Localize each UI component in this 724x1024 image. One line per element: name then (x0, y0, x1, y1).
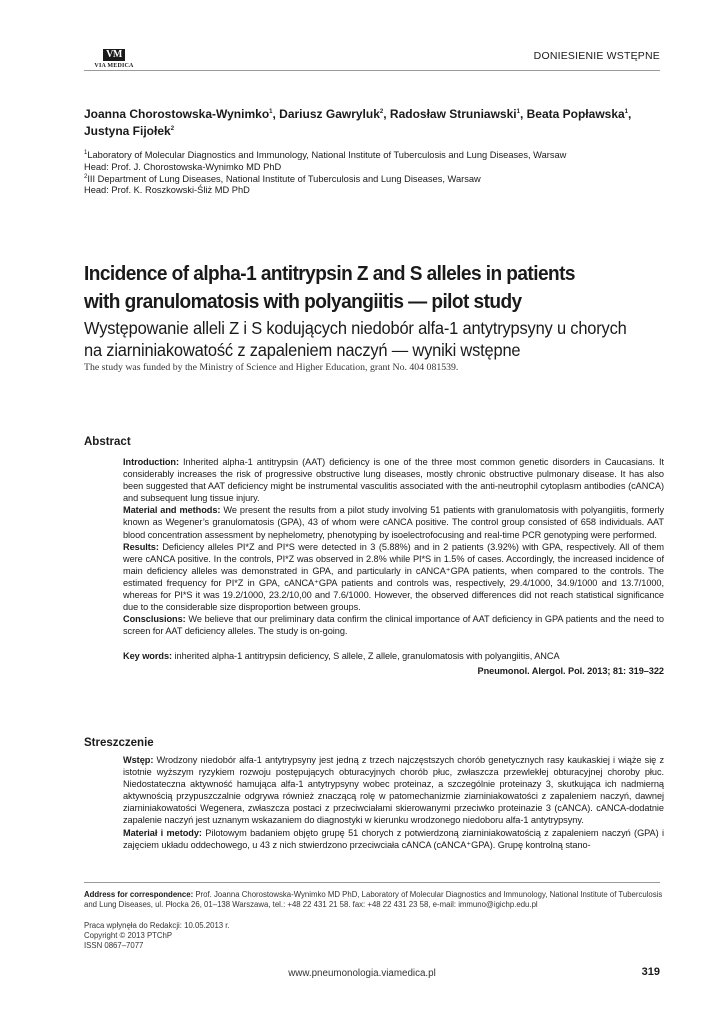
publication-meta (84, 921, 384, 951)
author-separator: , (519, 107, 527, 121)
article-title-line: Incidence of alpha-1 antitrypsin Z and S alleles in patients (84, 262, 575, 285)
author-affiliation-number: 1 (516, 109, 520, 115)
funding-note: The study was funded by the Ministry of Science and Higher Education, grant No. 404 081539. (84, 362, 459, 373)
abstract-conclusions (123, 613, 664, 637)
affiliation-text: Laboratory of Molecular Diagnostics and Immunology, National Institute of Tuberculosis and Lung Diseases, Warsaw (87, 150, 567, 160)
author-name: Beata Popławska (526, 107, 625, 121)
logo-text: VIA MEDICA (94, 63, 134, 69)
abstract-body (123, 456, 664, 677)
streszczenie-body (123, 754, 664, 851)
page-number: 319 (641, 966, 660, 978)
correspondence-text: Prof. Joanna Chorostowska-Wynimko MD PhD, Laboratory of Molecular Diagnostics and Immunology, National Institute of Tuberculosis and Lung Diseases, ul. Płocka 26, 01–138 Warszawa, tel.: +48 22 431 21 58. fax: +48 22 431 23 58, e-mail: immuno@igichp.edu.pl (84, 890, 663, 910)
keywords (123, 650, 664, 662)
abstract-conclusions-label: Consclusions: (123, 614, 186, 625)
journal-citation: Pneumonol. Alergol. Pol. 2013; 81: 319–322 (477, 665, 664, 676)
copyright-notice: Copyright © 2013 PTChP (84, 931, 173, 940)
streszczenie-introduction-label: Wstęp: (123, 755, 154, 765)
author-name: Dariusz Gawryluk (279, 107, 380, 121)
article-title-polish (84, 317, 639, 361)
author-name: Justyna Fijołek (84, 124, 171, 138)
abstract-conclusions-text: We believe that our preliminary data confirm the clinical importance of AAT deficiency in GPA patients and the need to screen for AAT deficiency alleles. The study is on-going. (123, 614, 664, 637)
author-separator: , (628, 107, 632, 121)
logo-mark: VM (103, 49, 125, 61)
affiliation-number: 1 (84, 150, 88, 156)
publisher-logo (84, 44, 144, 70)
abstract-introduction-label: Introduction: (123, 457, 179, 467)
author-name: Joanna Chorostowska-Wynimko (84, 107, 270, 121)
abstract-results-label: Results: (123, 541, 159, 552)
affiliation-list (84, 150, 664, 197)
article-title (84, 260, 633, 316)
streszczenie-introduction-text: Wrodzony niedobór alfa-1 antytrypsyny jest jedną z trzech najczęstszych chorób genetycznych rasy kaukaskiej i wiąże się z istotnie wyższym ryzykiem rozwoju postępujących obturacyjnych chorób płuc, zwłaszcza przewlekłej obturacyjnej choroby płuc. Niedostateczna aktywność hamująca alfa-1 antytrypsyny wobec proteinaz, a szczególnie proteinazy 3, skutkująca ich nadmierną aktywnością przypuszczalnie odgrywa również znaczącą rolę w patomechanizmie ziarniniakowatości z zapaleniem naczyń, dawnej ziarniniakowatości Wegenera, zwłaszcza postaci z przeciwciałami skierowanymi przeciwko proteinazie 3 (cANCA). cANCA-dodatnie zapalenie naczyń jest uznanym wskazaniem do diagnostyki w kierunku wrodzonego niedoboru alfa-1 antytrypsyny. (123, 755, 664, 826)
streszczenie-heading: Streszczenie (84, 737, 154, 749)
affiliation-head: Head: Prof. J. Chorostowska-Wynimko MD PhD (84, 161, 282, 172)
correspondence-label: Address for correspondence: (84, 890, 194, 899)
received-date: Praca wpłynęła do Redakcji: 10.05.2013 r. (84, 921, 230, 930)
abstract-results-text: Deficiency alleles PI*Z and PI*S were detected in 3 (5.88%) and in 2 patients (3.92%) with GPA, respectively. All of them were cANCA positive. In the controls, PI*Z was observed in 2.8% while PI*S in 1.5% of cases. Accordingly, the increased incidence of main deficiency alleles was demonstrated in GPA, and particularly in cANCA⁺GPA patients, when compared to the controls. The estimated frequency for PI*Z in GPA, cANCA⁺GPA patients and controls was, respectively, 29.4/1000, 34.9/1000 and 13.7/1000, whereas for PI*S it was 19.2/1000, 23.2/10,00 and 7.6/1000. However, the observed differences did not reach statistical significance due to the considerable size disproportion between groups. (123, 541, 664, 613)
correspondence-address (84, 890, 664, 910)
streszczenie-methods-label: Materiał i metody: (123, 827, 202, 838)
author-name: Radosław Struniawski (389, 107, 517, 121)
affiliation-number: 2 (84, 173, 88, 180)
abstract-results (123, 541, 664, 614)
author-separator: , (383, 107, 390, 121)
abstract-methods (123, 504, 664, 540)
abstract-introduction-text: Inherited alpha-1 antitrypsin (AAT) deficiency is one of the three most common genetic disorders in Caucasians. It considerably increases the risk of progressive obstructive lung diseases, mostly chronic obstructive pulmonary disease. It has also been suggested that AAT deficiency might be instrumental vasculitis associated with the anti-neutrophil cytoplasm antibodies (cANCA) and subsequent lung tissue injury. (123, 457, 664, 504)
author-affiliation-number: 2 (170, 126, 175, 132)
streszczenie-methods (123, 827, 664, 851)
author-affiliation-number: 1 (624, 109, 629, 115)
streszczenie-introduction (123, 754, 664, 827)
affiliation-text: III Department of Lung Diseases, National Institute of Tuberculosis and Lung Diseases, Warsaw (87, 173, 481, 184)
abstract-methods-label: Material and methods: (123, 505, 221, 516)
keywords-text: inherited alpha-1 antitrypsin deficiency, S allele, Z allele, granulomatosis with polyangiitis, ANCA (172, 651, 560, 662)
author-list (84, 106, 664, 140)
section-label: DONIESIENIE WSTĘPNE (533, 50, 660, 62)
abstract-introduction (123, 456, 664, 504)
issn: ISSN 0867–7077 (84, 941, 144, 950)
abstract-heading: Abstract (84, 436, 131, 448)
author-affiliation-number: 1 (269, 109, 273, 115)
header-divider (84, 70, 660, 71)
journal-url[interactable]: www.pneumonologia.viamedica.pl (288, 968, 436, 979)
article-title-line: with granulomatosis with polyangiitis — pilot study (84, 290, 522, 313)
polish-title-line: Występowanie alleli Z i S kodujących niedobór alfa-1 antytrypsyny u chorych (84, 318, 627, 338)
keywords-label: Key words: (123, 651, 173, 662)
affiliation (84, 174, 664, 186)
affiliation (84, 150, 664, 162)
affiliation-head: Head: Prof. K. Roszkowski-Śliż MD PhD (84, 185, 250, 196)
abstract-methods-text: We present the results from a pilot study involving 51 patients with granulomatosis with polyangiitis, formerly known as Wegener’s granulomatosis (GPA), 43 of whom were cANCA positive. The control group consisted of 658 individuals. AAT blood concentration assessment by nephelometry, phenotyping by isoelectrofocusing and real-time PCR genotyping were performed. (123, 505, 664, 540)
author-separator: , (272, 107, 280, 121)
author-affiliation-number: 2 (379, 109, 384, 115)
footnote-divider (84, 882, 660, 883)
streszczenie-methods-text: Pilotowym badaniem objęto grupę 51 chorych z potwierdzoną ziarniniakowatością z zapaleniem naczyń (GPA) i zajęciem układu oddechowego, u 43 z nich stwierdzono przeciwciała cANCA (cANCA⁺GPA). Grupę kontrolną stano- (123, 827, 664, 850)
polish-title-line: na ziarniniakowatość z zapaleniem naczyń — wyniki wstępne (84, 340, 521, 360)
